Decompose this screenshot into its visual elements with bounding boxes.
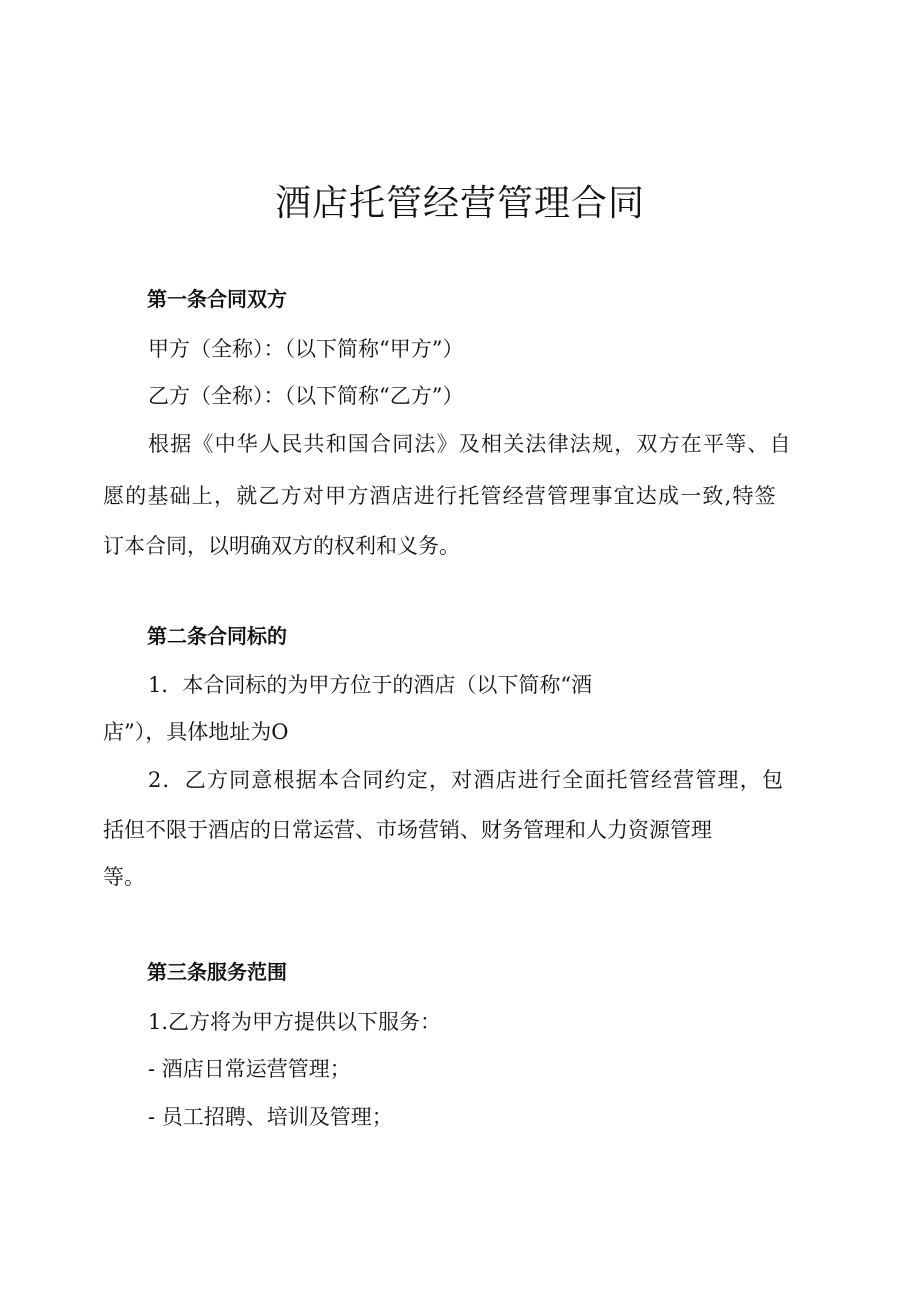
section-1-line-3: 根据《中华人民共和国合同法》及相关法律法规，双方在平等、自 bbox=[148, 432, 792, 456]
section-3-list-item-1: - 酒店日常运营管理； bbox=[148, 1057, 351, 1081]
section-2-line-2: 店”），具体地址为O bbox=[103, 720, 289, 744]
section-2-line-1: 1．本合同标的为甲方位于的酒店（以下简称“酒 bbox=[148, 673, 593, 697]
section-2-heading: 第二条合同标的 bbox=[147, 624, 287, 648]
section-1-heading: 第一条合同双方 bbox=[147, 287, 287, 311]
section-2-line-4: 括但不限于酒店的日常运营、市场营销、财务管理和人力资源管理 bbox=[103, 818, 712, 842]
section-1-line-2: 乙方（全称）：（以下简称“乙方”） bbox=[148, 384, 464, 408]
section-1-line-4: 愿的基础上，就乙方对甲方酒店进行托管经营管理事宜达成一致,特签 bbox=[103, 484, 777, 508]
section-1-line-5: 订本合同，以明确双方的权利和义务。 bbox=[103, 534, 460, 558]
document-title: 酒店托管经营管理合同 bbox=[274, 183, 645, 224]
section-3-line-1: 1.乙方将为甲方提供以下服务： bbox=[148, 1010, 442, 1034]
section-2-line-5: 等。 bbox=[103, 865, 145, 889]
section-2-line-3: 2．乙方同意根据本合同约定，对酒店进行全面托管经营管理，包 bbox=[148, 768, 785, 792]
section-1-line-1: 甲方（全称）：（以下简称“甲方”） bbox=[148, 337, 464, 361]
section-3-heading: 第三条服务范围 bbox=[147, 960, 287, 984]
section-3-list-item-2: - 员工招聘、培训及管理； bbox=[148, 1105, 393, 1129]
